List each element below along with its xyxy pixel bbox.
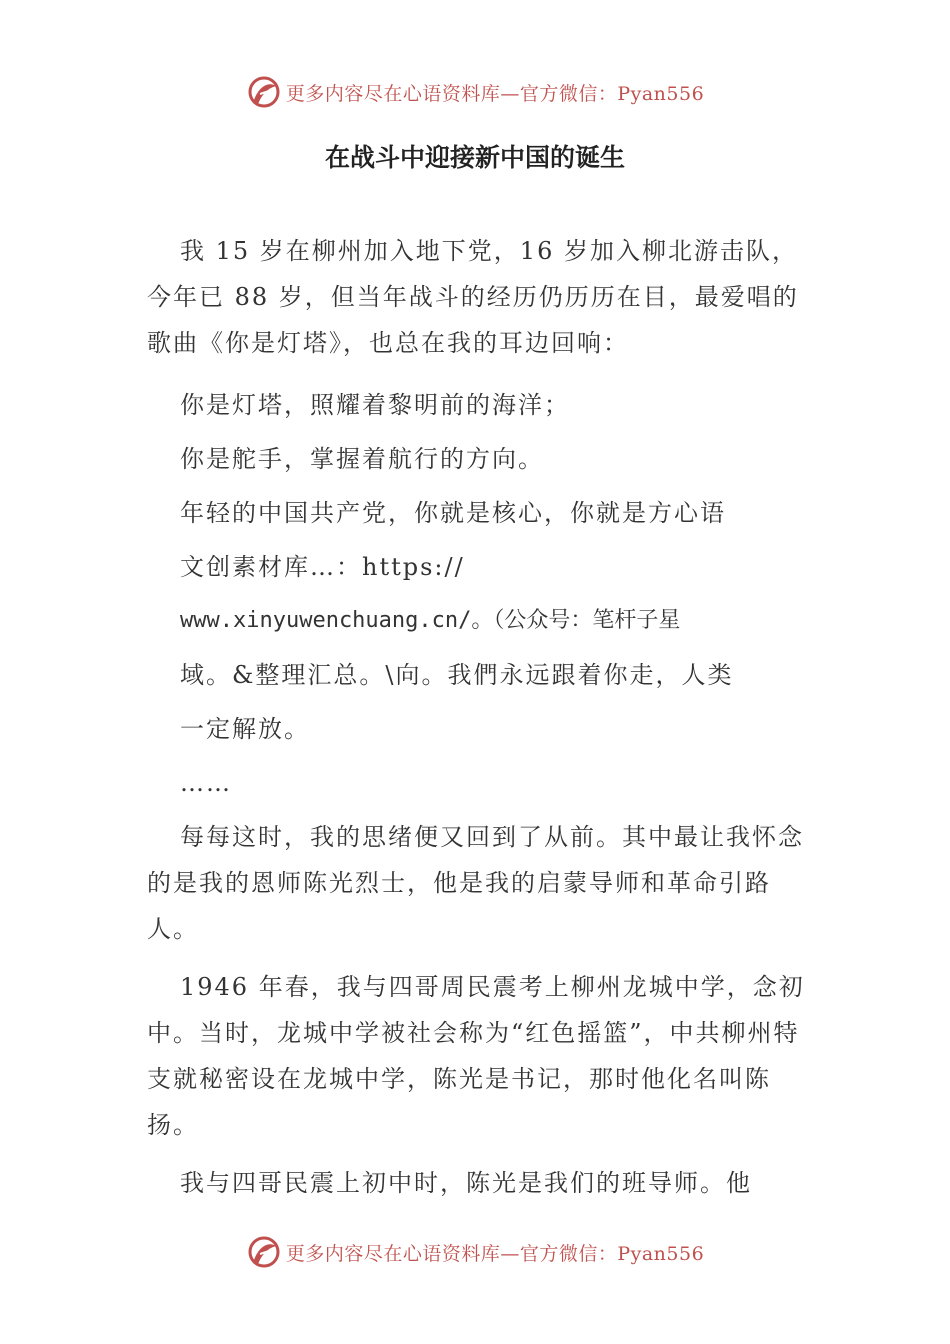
song-line-1: 你是灯塔，照耀着黎明前的海洋； <box>180 391 570 419</box>
song-line-2: 你是舵手，掌握着航行的方向。 <box>180 445 544 473</box>
article-title: 在战斗中迎接新中国的诞生 <box>324 143 625 172</box>
red-swirl-logo-icon <box>246 1234 282 1270</box>
footer-watermark <box>0 1232 950 1272</box>
paragraph-4: 我与四哥民震上初中时，陈光是我们的班导师。他 <box>180 1169 752 1197</box>
song-line-4: 文创素材库…：https:// <box>180 553 465 581</box>
header-watermark <box>0 72 950 112</box>
footer-watermark-text: 更多内容尽在心语资料库—官方微信：Pyan556 <box>285 1242 705 1265</box>
song-line-5: www.xinyuwenchuang.cn/。（公众号：笔杆子星 <box>180 608 681 633</box>
article-body <box>147 228 812 1218</box>
song-line-3: 年轻的中国共产党，你就是核心，你就是方心语 <box>180 499 726 527</box>
song-line-ellipsis: …… <box>180 769 232 797</box>
paragraph-1: 我 15 岁在柳州加入地下党，16 岁加入柳北游击队，今年已 88 岁，但当年战斗的经历仍历历在目，最爱唱的歌曲《你是灯塔》，也总在我的耳边回响： <box>147 237 799 357</box>
red-swirl-logo-icon <box>246 74 282 110</box>
song-line-7: 一定解放。 <box>180 715 310 743</box>
paragraph-2: 每每这时，我的思绪便又回到了从前。其中最让我怀念的是我的恩师陈光烈士，他是我的启蒙导师和革命引路人。 <box>147 823 804 943</box>
song-line-6: 域。&整理汇总。\向。我們永远跟着你走，人类 <box>180 661 734 689</box>
header-watermark-text: 更多内容尽在心语资料库—官方微信：Pyan556 <box>285 82 705 105</box>
paragraph-3: 1946 年春，我与四哥周民震考上柳州龙城中学，念初中。当时，龙城中学被社会称为“红色摇篮”，中共柳州特支就秘密设在龙城中学，陈光是书记，那时他化名叫陈扬。 <box>147 973 805 1139</box>
